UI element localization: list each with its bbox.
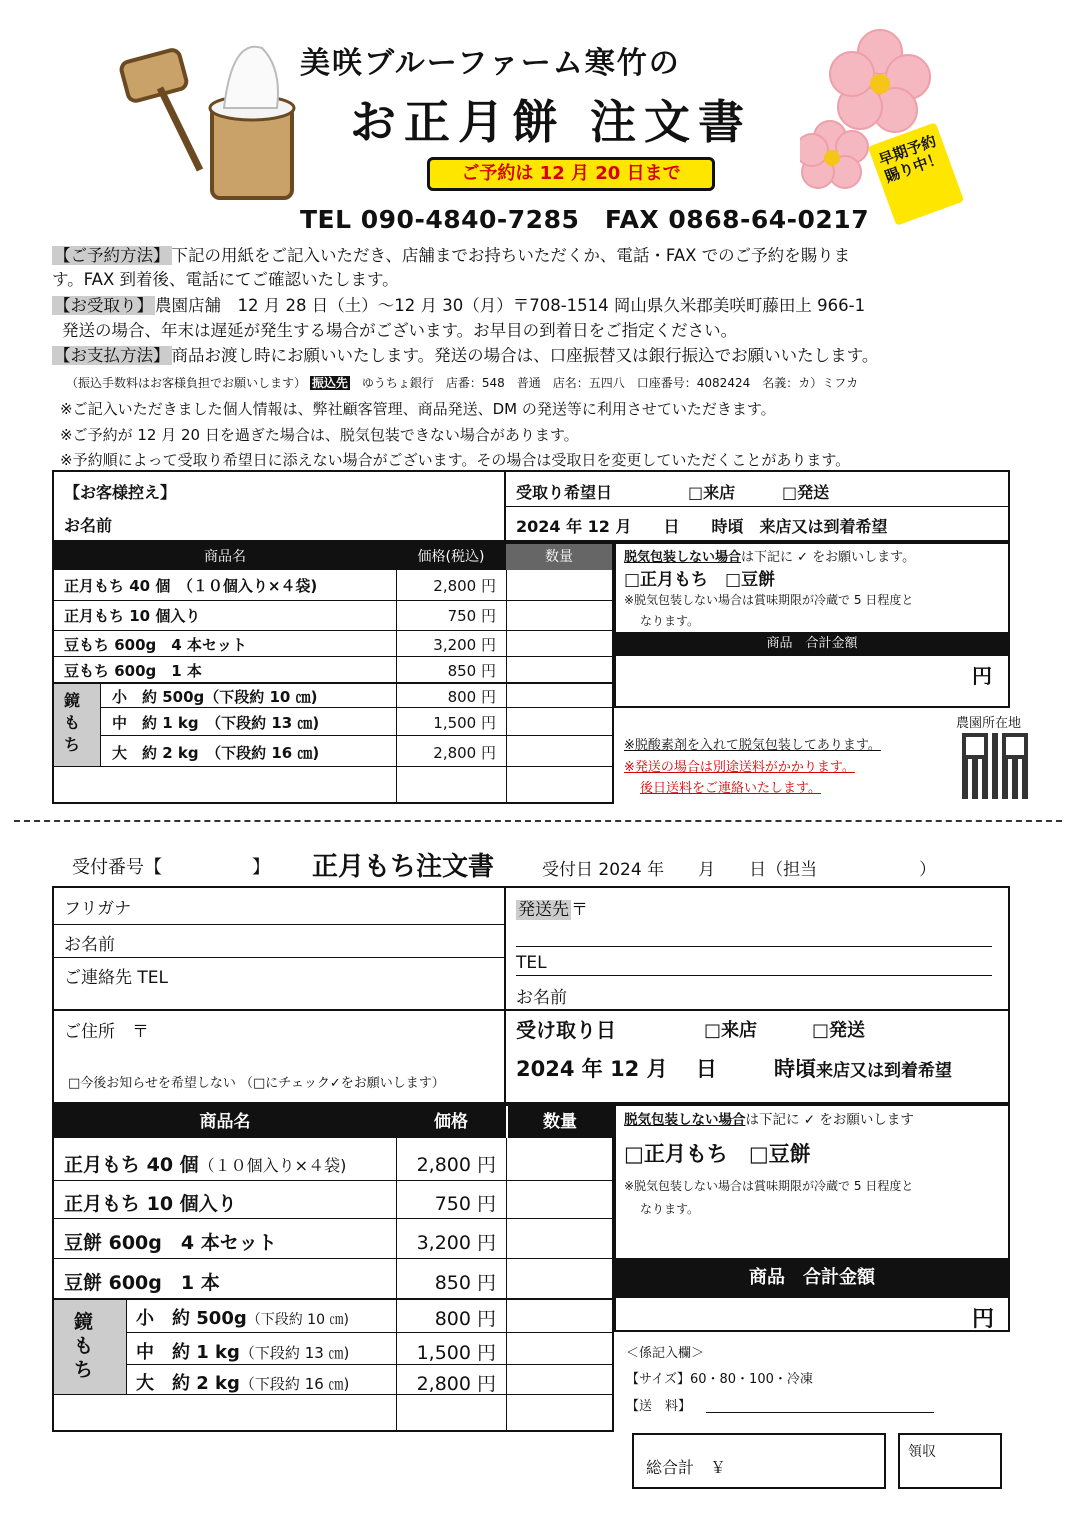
pickup-info-cont: 発送の場合、年末は遅延が発生する場合がございます。お早目の到着日をご指定ください。 xyxy=(62,321,738,340)
order-item-price: 2,800 円 xyxy=(416,1154,496,1176)
order-item: 豆餅 600g 4 本セット xyxy=(64,1232,277,1254)
item-name: 正月もち 40 個 （１０個入り×４袋) xyxy=(64,577,318,595)
order-title: 正月もち注文書 xyxy=(312,852,495,882)
postage-field[interactable]: 【送 料】 xyxy=(626,1399,692,1414)
item-price: 750 円 xyxy=(447,607,496,625)
name-field[interactable]: お名前 xyxy=(64,935,115,955)
order-kagami-price: 800 円 xyxy=(434,1308,496,1330)
mochi-pounding-illustration xyxy=(112,28,302,208)
order-kagami-item: 中 約 1 kg（下段約 13 ㎝) xyxy=(136,1342,350,1363)
furigana-field[interactable]: フリガナ xyxy=(64,899,132,919)
grand-total-label: 総合計 ￥ xyxy=(646,1458,727,1477)
item-price: 2,800 円 xyxy=(433,577,496,595)
store-checkbox[interactable]: □来店 xyxy=(688,483,736,502)
order-kagami-price: 1,500 円 xyxy=(416,1342,496,1364)
order-item-price: 3,200 円 xyxy=(416,1232,496,1254)
receipt-label: 領収 xyxy=(908,1444,936,1460)
order-kagami-price: 2,800 円 xyxy=(416,1373,496,1395)
reserve-method: 【ご予約方法】 下記の用紙をご記入いただき、店舗までお持ちいただくか、電話・FAX でのご予約を賜りま xyxy=(54,246,851,265)
order-store-checkbox[interactable]: □来店 xyxy=(704,1020,758,1041)
page-title: お正月餅 注文書 xyxy=(350,95,753,149)
order-kagami-item: 大 約 2 kg（下段約 16 ㎝) xyxy=(136,1373,350,1394)
reserve-method-cont: す。FAX 到着後、電話にてご確認いたします。 xyxy=(52,270,399,289)
pickup-day-label: 受け取り日 xyxy=(516,1018,616,1042)
customer-copy-label: 【お客様控え】 xyxy=(64,483,177,502)
item-name: 豆もち 600g 1 本 xyxy=(64,662,202,680)
privacy-note: ※ご記入いただきました個人情報は、弊社顧客管理、商品発送、DM の発送等に利用させていただきます。 xyxy=(60,400,776,418)
order-item: 正月もち 40 個（１０個入り×４袋) xyxy=(64,1154,347,1176)
address-field[interactable]: ご住所 〒 xyxy=(64,1022,149,1042)
optout-checkbox[interactable]: □今後お知らせを希望しない （□にチェック✓をお願いします） xyxy=(68,1076,445,1091)
order-col-price: 価格 xyxy=(396,1106,506,1138)
item-price: 3,200 円 xyxy=(433,636,496,654)
name-label: お名前 xyxy=(64,516,113,535)
qr-code-icon[interactable] xyxy=(962,733,1028,799)
order-time: 時頃来店又は到着希望 xyxy=(774,1057,952,1081)
bank-info: （振込手数料はお客様負担でお願いします） 振込先 ゆうちょ銀行 店番：548 普通 店名：五四八 口座番号：4082424 名義：カ）ミフカ xyxy=(66,376,859,390)
payment-info: 【お支払方法】 商品お渡し時にお願いいたします。発送の場合は、口座振替又は銀行振込でお願いいたします。 xyxy=(54,346,879,365)
order-item-price: 750 円 xyxy=(434,1193,496,1215)
kagami-label: 鏡もち xyxy=(64,691,81,754)
staff-label: ＜係記入欄＞ xyxy=(626,1346,705,1361)
nodeair-note: ※脱気包装しない場合は賞味期限が冷蔵で 5 日程度と xyxy=(624,593,914,607)
col-product: 商品名 xyxy=(54,544,396,570)
ship-name-field[interactable]: お名前 xyxy=(516,988,567,1008)
order-kagami-item: 小 約 500g（下段約 10 ㎝) xyxy=(136,1308,349,1329)
item-name: 正月もち 10 個入り xyxy=(64,607,201,625)
kagami-item: 中 約 1 kg （下段約 13 ㎝) xyxy=(112,714,320,732)
pickup-date: 2024 年 12 月 日 時頃 来店又は到着希望 xyxy=(516,517,888,536)
ship-note-cont: 後日送料をご連絡いたします。 xyxy=(640,781,821,796)
contact-tel-field[interactable]: ご連絡先 TEL xyxy=(64,968,169,988)
kagami-item: 小 約 500g（下段約 10 ㎝) xyxy=(112,688,318,706)
farm-location-label: 農園所在地 xyxy=(956,716,1022,731)
order-yen-mark: 円 xyxy=(972,1307,995,1332)
nodeair-note-cont: なります。 xyxy=(640,614,700,628)
nodeair-options[interactable]: □正月もち □豆餅 xyxy=(624,570,776,590)
item-price: 850 円 xyxy=(447,662,496,680)
early-order-badge: 早期予約賜り中！ xyxy=(868,122,964,226)
col-qty: 数量 xyxy=(506,544,612,570)
order-nodeair-options[interactable]: □正月もち □豆餅 xyxy=(624,1142,811,1166)
receipt-date: 受付日 2024 年 月 日（担当 ） xyxy=(542,860,937,880)
order-note: ※予約順によって受取り希望日に添えない場合がございます。その場合は受取日を変更していただくことがあります。 xyxy=(60,451,851,469)
receipt-number: 受付番号【 】 xyxy=(72,857,270,878)
kagami-price: 800 円 xyxy=(447,688,496,706)
order-date: 2024 年 12 月 日 xyxy=(516,1057,717,1081)
pickup-info: 【お受取り】 農園店舗 12 月 28 日（土）～12 月 30（月）〒708-1514 岡山県久米郡美咲町藤田上 966-1 xyxy=(54,296,866,315)
ship-checkbox[interactable]: □発送 xyxy=(782,483,830,502)
order-item: 正月もち 10 個入り xyxy=(64,1193,237,1215)
kagami-price: 1,500 円 xyxy=(433,714,496,732)
order-kagami-label: 鏡もち xyxy=(74,1311,94,1381)
cut-line xyxy=(14,820,1062,822)
order-col-qty: 数量 xyxy=(508,1106,612,1138)
size-field: 【サイズ】60・80・100・冷凍 xyxy=(626,1372,813,1387)
total-header: 商品 合計金額 xyxy=(616,632,1008,656)
tel-fax: TEL 090-4840-7285 FAX 0868-64-0217 xyxy=(300,205,870,234)
col-price: 価格(税込) xyxy=(396,544,506,570)
order-nodeair-note-cont: なります。 xyxy=(640,1202,700,1216)
pack-note: ※脱酸素剤を入れて脱気包装してあります。 xyxy=(624,738,881,753)
kagami-price: 2,800 円 xyxy=(433,744,496,762)
order-ship-checkbox[interactable]: □発送 xyxy=(812,1020,866,1041)
ship-note: ※発送の場合は別途送料がかかります。 xyxy=(624,760,855,775)
order-item: 豆餅 600g 1 本 xyxy=(64,1272,220,1294)
deadline-note: ※ご予約が 12 月 20 日を過ぎた場合は、脱気包装できない場合があります。 xyxy=(60,426,579,444)
pickup-wish-label: 受取り希望日 xyxy=(516,483,613,502)
order-nodeair-title: 脱気包装しない場合は下記に ✓ をお願いします xyxy=(624,1112,914,1128)
yen-mark: 円 xyxy=(972,664,992,688)
order-nodeair-note: ※脱気包装しない場合は賞味期限が冷蔵で 5 日程度と xyxy=(624,1179,914,1193)
title-line1: 美咲ブルーファーム寒竹の xyxy=(300,46,681,81)
order-total-header: 商品 合計金額 xyxy=(616,1258,1008,1298)
deadline-banner: ご予約は 12 月 20 日まで xyxy=(427,157,715,191)
order-col-product: 商品名 xyxy=(54,1106,396,1138)
ship-tel-field[interactable]: TEL xyxy=(516,953,547,973)
order-item-price: 850 円 xyxy=(434,1272,496,1294)
ship-to-field[interactable]: 発送先 〒 xyxy=(518,900,588,920)
item-name: 豆もち 600g 4 本セット xyxy=(64,636,247,654)
kagami-item: 大 約 2 kg （下段約 16 ㎝) xyxy=(112,744,320,762)
nodeair-title: 脱気包装しない場合は下記に ✓ をお願いします。 xyxy=(624,550,916,565)
